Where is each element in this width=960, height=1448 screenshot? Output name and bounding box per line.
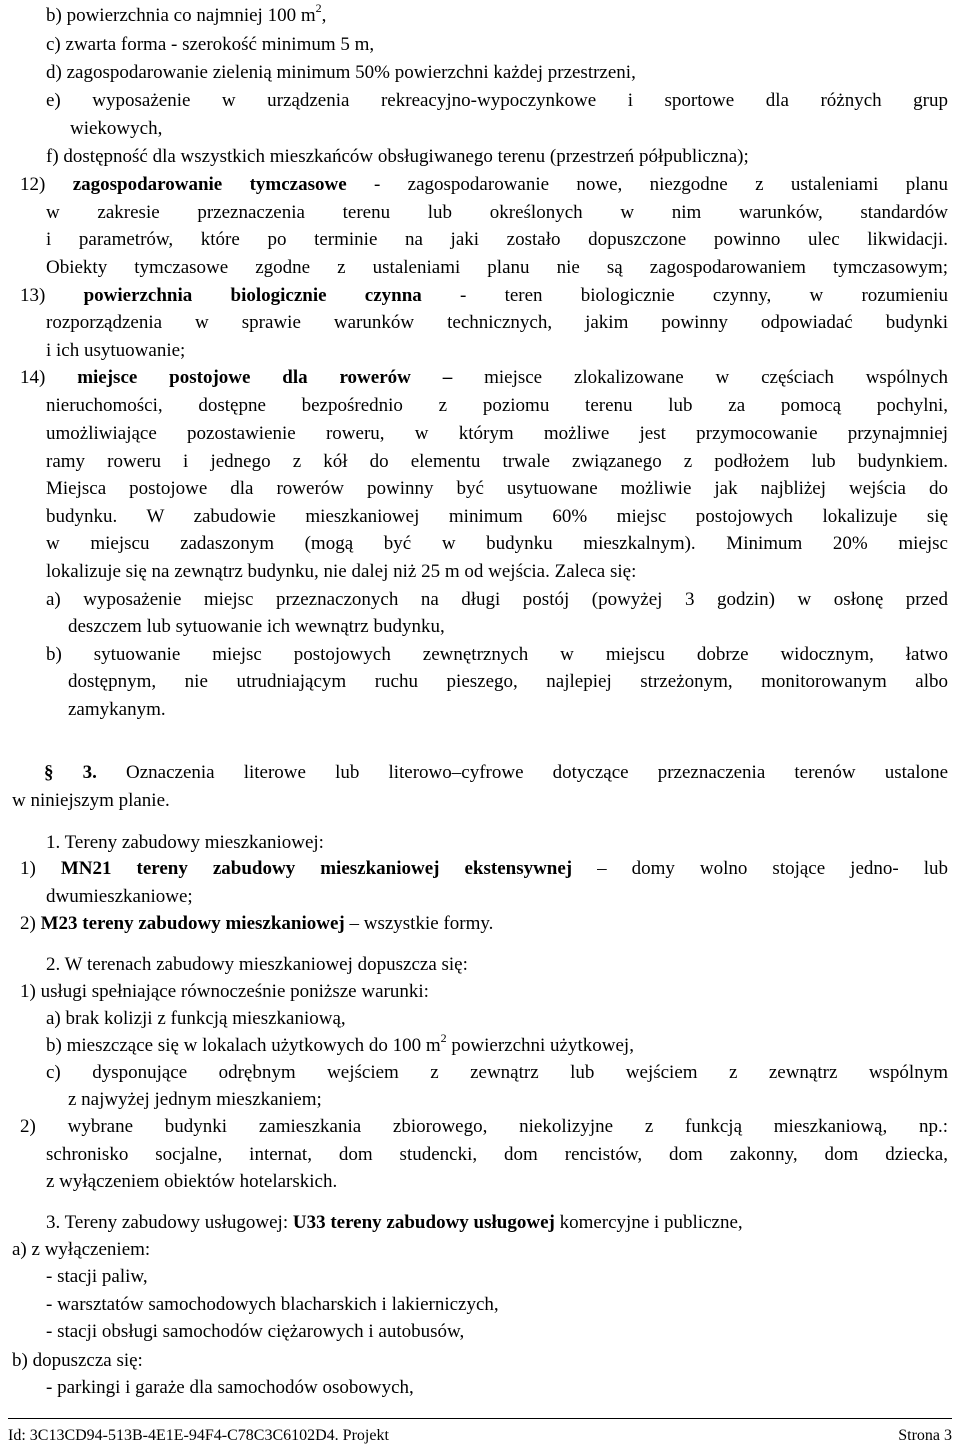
text-run: z najwyżej jednym mieszkaniem; — [68, 1089, 322, 1110]
superscript: 2 — [315, 0, 322, 15]
text-line — [46, 1265, 148, 1289]
text-run: i ich usytuowanie; — [46, 340, 186, 361]
text-run: c) zwarta forma - szerokość minimum 5 m, — [46, 34, 375, 55]
text-line — [20, 366, 948, 390]
text-run: miejsce zlokalizowane w częściach wspólnych — [452, 367, 949, 388]
text-run: w zakresie przeznaczenia terenu lub określonych w nim warunków, standardów — [46, 202, 948, 223]
text-line — [46, 1030, 634, 1058]
text-line — [46, 228, 948, 252]
text-line — [46, 61, 636, 85]
text-run: e) wyposażenie w urządzenia rekreacyjno-wypoczynkowe i sportowe dla różnych grup — [46, 90, 948, 111]
text-run: b) powierzchnia co najmniej 100 m — [46, 5, 316, 26]
text-line — [46, 394, 948, 418]
text-run: – wszystkie formy. — [344, 913, 494, 934]
text-line — [46, 477, 948, 501]
text-line — [46, 145, 749, 169]
text-run — [411, 367, 443, 388]
footer-divider — [8, 1418, 952, 1419]
text-run: - parkingi i garaże dla samochodów osobowych, — [46, 1377, 414, 1398]
text-run: umożliwiające pozostawienie roweru, w którym możliwe jest przymocowanie przynajmniej — [46, 423, 948, 444]
text-line — [46, 831, 324, 855]
bold-term: zagospodarowanie tymczasowe — [72, 174, 347, 195]
text-run: 14) — [20, 367, 78, 388]
text-run: lokalizuje się na zewnątrz budynku, nie dalej niż 25 m od wejścia. Zaleca się: — [46, 561, 637, 582]
bold-term: miejsce postojowe dla rowerów — [77, 367, 411, 388]
text-line — [46, 1376, 414, 1400]
text-run: a) brak kolizji z funkcją mieszkaniową, — [46, 1008, 346, 1029]
text-line — [46, 256, 948, 280]
text-run: b) sytuowanie miejsc postojowych zewnętrznych w miejscu dobrze widocznym, łatwo — [46, 644, 948, 665]
text-run: Oznaczenia literowe lub literowo–cyfrowe dotyczące przeznaczenia terenów ustalone — [96, 762, 949, 783]
text-run: f) dostępność dla wszystkich mieszkańców obsługiwanego terenu (przestrzeń półpubliczna); — [46, 146, 749, 167]
text-line — [20, 1115, 948, 1139]
text-run: Obiekty tymczasowe zgodne z ustaleniami planu nie są zagospodarowaniem tymczasowym; — [46, 257, 948, 278]
text-line — [68, 698, 166, 722]
text-run: 13) — [20, 285, 84, 306]
text-line — [44, 761, 948, 785]
text-run: - zagospodarowanie nowe, niezgodne z ustaleniami planu — [346, 174, 949, 195]
text-run: 2) wybrane budynki zamieszkania zbiorowego, niekolizyjne z funkcją mieszkaniową, np.: — [20, 1116, 948, 1137]
text-line — [46, 643, 948, 667]
text-line — [20, 912, 493, 936]
text-run: 2) — [20, 913, 41, 934]
text-run: i parametrów, które po terminie na jaki zostało dopuszczone powinno ulec likwidacji. — [46, 229, 948, 250]
text-line — [46, 953, 468, 977]
text-line — [46, 588, 948, 612]
text-line — [46, 1320, 464, 1344]
text-run: w miejscu zadaszonym (mogą być w budynku mieszkalnym). Minimum 20% miejsc — [46, 533, 948, 554]
text-line — [46, 560, 636, 584]
text-line — [46, 0, 327, 28]
text-line — [20, 980, 429, 1004]
text-run: b) mieszczące się w lokalach użytkowych do 100 m — [46, 1035, 441, 1056]
text-line — [46, 1211, 743, 1235]
text-run: c) dysponujące odrębnym wejściem z zewnątrz lub wejściem z zewnątrz wspólnym — [46, 1062, 948, 1083]
text-run: - teren biologicznie czynny, w rozumieniu — [421, 285, 948, 306]
text-line — [12, 789, 170, 813]
text-line — [20, 284, 948, 308]
text-run: wiekowych, — [70, 118, 163, 139]
text-run: 1. Tereny zabudowy mieszkaniowej: — [46, 832, 324, 853]
text-run: rozporządzenia w sprawie warunków technicznych, jakim powinny odpowiadać budynki — [46, 312, 948, 333]
superscript: 2 — [440, 1030, 447, 1045]
text-run: z wyłączeniem obiektów hotelarskich. — [46, 1171, 338, 1192]
text-run: 1) — [20, 858, 61, 879]
text-line — [46, 1293, 499, 1317]
text-line — [68, 1088, 322, 1112]
text-run: Miejsca postojowe dla rowerów powinny być usytuowane możliwie jak najbliżej wejścia do — [46, 478, 948, 499]
text-line — [46, 311, 948, 335]
text-run: budynku. W zabudowie mieszkaniowej minimum 60% miejsc postojowych lokalizuje się — [46, 506, 948, 527]
text-run: - stacji obsługi samochodów ciężarowych i autobusów, — [46, 1321, 465, 1342]
text-line — [70, 117, 162, 141]
text-line — [68, 615, 445, 639]
text-line — [12, 1238, 150, 1262]
bold-term: powierzchnia biologicznie czynna — [83, 285, 422, 306]
text-run: , — [321, 5, 327, 26]
text-run: 2. W terenach zabudowy mieszkaniowej dopuszcza się: — [46, 954, 468, 975]
text-line — [46, 422, 948, 446]
text-run: dostępnym, nie utrudniającym ruchu pieszego, najlepiej strzeżonym, monitorowanym albo — [68, 671, 948, 692]
text-run: – domy wolno stojące jedno- lub — [572, 858, 948, 879]
bold-term: U33 tereny zabudowy usługowej — [292, 1212, 555, 1233]
text-line — [46, 532, 948, 556]
text-run: 3. Tereny zabudowy usługowej: — [46, 1212, 293, 1233]
text-run: - stacji paliw, — [46, 1266, 148, 1287]
text-line — [12, 1349, 143, 1373]
text-line — [46, 33, 374, 57]
text-run: nieruchomości, dostępne bezpośrednio z poziomu terenu lub za pomocą pochylni, — [46, 395, 948, 416]
bold-term: M23 tereny zabudowy mieszkaniowej — [40, 913, 345, 934]
text-run: 12) — [20, 174, 73, 195]
text-run: ramy roweru i jednego z kół do elementu trwale związanego z podłożem lub budynkiem. — [46, 451, 948, 472]
text-line — [46, 505, 948, 529]
text-run: - warsztatów samochodowych blacharskich i lakierniczych, — [46, 1294, 499, 1315]
text-run: komercyjne i publiczne, — [554, 1212, 743, 1233]
text-line — [20, 857, 948, 881]
text-run: b) dopuszcza się: — [12, 1350, 143, 1371]
text-line — [46, 339, 185, 363]
bold-term: § 3. — [44, 762, 97, 783]
text-run: powierzchni użytkowej, — [446, 1035, 634, 1056]
footer-document-id: Id: 3C13CD94-513B-4E1E-94F4-C78C3C6102D4. Projekt — [8, 1427, 389, 1444]
text-run: dwumieszkaniowe; — [46, 886, 193, 907]
text-line — [46, 1143, 948, 1167]
text-line — [46, 89, 948, 113]
text-run: w niniejszym planie. — [12, 790, 170, 811]
text-line — [46, 1170, 337, 1194]
text-line — [46, 1007, 346, 1031]
bold-term: – — [442, 367, 453, 388]
footer-page-number: Strona 3 — [898, 1427, 952, 1444]
bold-term: MN21 tereny zabudowy mieszkaniowej ekstensywnej — [60, 858, 573, 879]
text-run: a) wyposażenie miejsc przeznaczonych na długi postój (powyżej 3 godzin) w osłonę przed — [46, 589, 948, 610]
text-run: schronisko socjalne, internat, dom studencki, dom rencistów, dom zakonny, dom dziecka, — [46, 1144, 948, 1165]
text-run: 1) usługi spełniające równocześnie poniższe warunki: — [20, 981, 429, 1002]
text-line — [68, 670, 948, 694]
text-line — [46, 1061, 948, 1085]
text-run: deszczem lub sytuowanie ich wewnątrz budynku, — [68, 616, 445, 637]
text-run: a) z wyłączeniem: — [12, 1239, 151, 1260]
text-line — [46, 450, 948, 474]
text-line — [46, 885, 193, 909]
text-line — [46, 201, 948, 225]
text-run: d) zagospodarowanie zielenią minimum 50% powierzchni każdej przestrzeni, — [46, 62, 636, 83]
text-line — [20, 173, 948, 197]
text-run: zamykanym. — [68, 699, 166, 720]
